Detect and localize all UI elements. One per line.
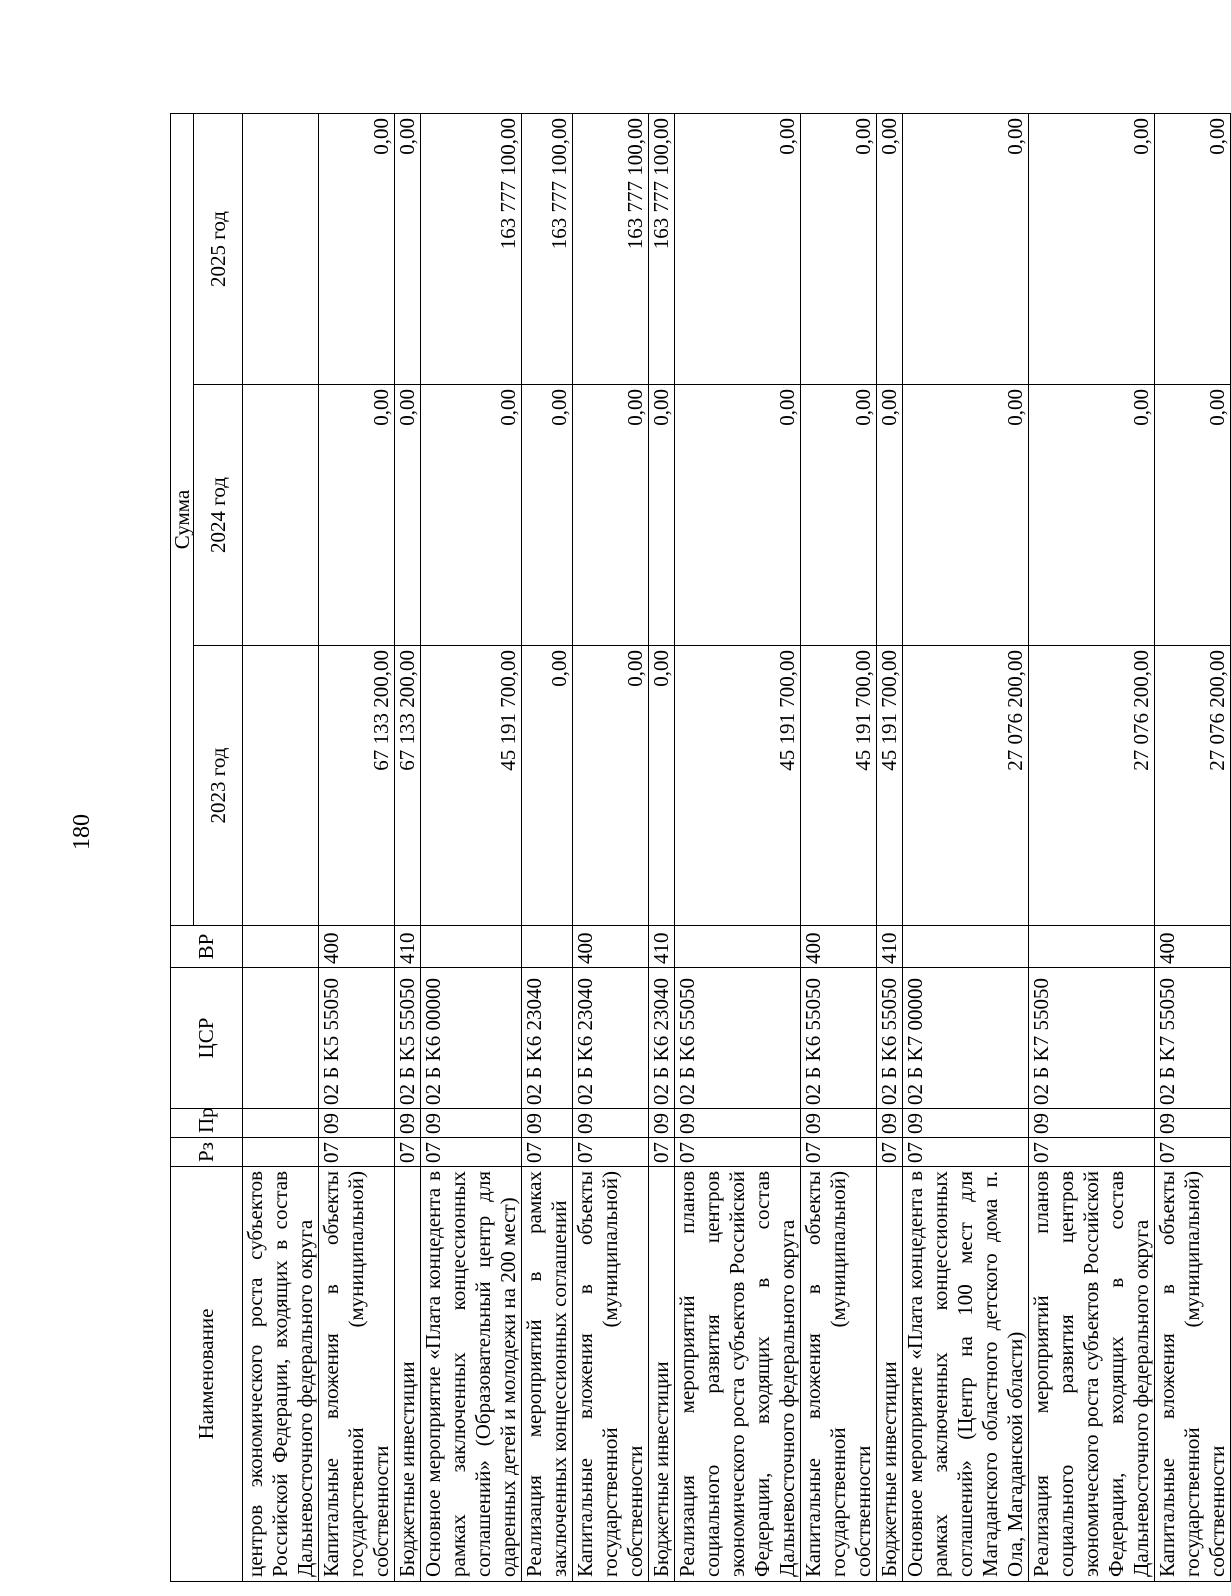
rotated-table-container: [170, 114, 1229, 1582]
csr-cell: 02 Б K7 00000: [903, 968, 1029, 1109]
table-row: [903, 114, 1029, 1582]
pr-cell: 09: [319, 1109, 395, 1138]
amount-2025-cell: 0,00: [395, 114, 421, 385]
rz-cell: 07: [801, 1138, 877, 1167]
table-row: [1155, 114, 1231, 1582]
amount-2024-cell: 0,00: [522, 385, 573, 646]
amount-2025-cell: 163 777 100,00: [573, 114, 649, 385]
header-rz: Рз: [171, 1138, 243, 1167]
rz-cell: 07: [903, 1138, 1029, 1167]
pr-cell: 09: [877, 1109, 903, 1138]
amount-2024-cell: [243, 385, 319, 646]
vr-cell: 400: [1155, 926, 1231, 968]
amount-2024-cell: 0,00: [319, 385, 395, 646]
header-sum: Сумма: [171, 114, 194, 926]
amount-2024-cell: 0,00: [573, 385, 649, 646]
table-row: [421, 114, 522, 1582]
vr-cell: 400: [573, 926, 649, 968]
amount-2023-cell: 0,00: [649, 646, 675, 926]
table-row: [649, 114, 675, 1582]
csr-cell: 02 Б K6 55050: [675, 968, 801, 1109]
amount-2025-cell: 163 777 100,00: [421, 114, 522, 385]
amount-2024-cell: 0,00: [801, 385, 877, 646]
amount-2023-cell: 0,00: [573, 646, 649, 926]
table-row: [1029, 114, 1155, 1582]
amount-2023-cell: 27 076 200,00: [1029, 646, 1155, 926]
pr-cell: 09: [522, 1109, 573, 1138]
csr-cell: 02 Б K6 00000: [421, 968, 522, 1109]
name-cell: Капитальные вложения в объекты государственной (муниципальной) собственности: [573, 1167, 649, 1582]
amount-2024-cell: 0,00: [1155, 385, 1231, 646]
name-cell: Капитальные вложения в объекты государственной (муниципальной) собственности: [1155, 1167, 1231, 1582]
amount-2024-cell: 0,00: [649, 385, 675, 646]
vr-cell: [1029, 926, 1155, 968]
header-pr: Пр: [171, 1109, 243, 1138]
rz-cell: 07: [649, 1138, 675, 1167]
header-2024: 2024 год: [194, 385, 243, 646]
name-cell: Реализация мероприятий планов социального развития центров экономического роста субъектов Российской Федерации, входящих в состав Дальневосточного федерального округа: [1029, 1167, 1155, 1582]
rz-cell: [243, 1138, 319, 1167]
vr-cell: 410: [877, 926, 903, 968]
pr-cell: 09: [395, 1109, 421, 1138]
name-cell: Основное мероприятие «Плата концедента в рамках заключенных концессионных соглашений» (Образовательный центр для одаренных детей и молодежи на 200 мест): [421, 1167, 522, 1582]
csr-cell: 02 Б K6 23040: [573, 968, 649, 1109]
rz-cell: 07: [522, 1138, 573, 1167]
pr-cell: 09: [1155, 1109, 1231, 1138]
amount-2025-cell: 163 777 100,00: [649, 114, 675, 385]
amount-2023-cell: [243, 646, 319, 926]
rz-cell: 07: [675, 1138, 801, 1167]
amount-2025-cell: 0,00: [1155, 114, 1231, 385]
pr-cell: 09: [421, 1109, 522, 1138]
vr-cell: 400: [801, 926, 877, 968]
vr-cell: [243, 926, 319, 968]
amount-2025-cell: 0,00: [801, 114, 877, 385]
amount-2023-cell: 27 076 200,00: [903, 646, 1029, 926]
csr-cell: 02 Б K5 55050: [395, 968, 421, 1109]
name-cell: Бюджетные инвестиции: [395, 1167, 421, 1582]
pr-cell: 09: [675, 1109, 801, 1138]
amount-2025-cell: 0,00: [903, 114, 1029, 385]
table-row: [243, 114, 319, 1582]
header-vr: ВР: [171, 926, 243, 968]
vr-cell: [903, 926, 1029, 968]
amount-2024-cell: 0,00: [877, 385, 903, 646]
rz-cell: 07: [319, 1138, 395, 1167]
rz-cell: 07: [573, 1138, 649, 1167]
table-row: [675, 114, 801, 1582]
vr-cell: [421, 926, 522, 968]
amount-2023-cell: 67 133 200,00: [319, 646, 395, 926]
vr-cell: 410: [649, 926, 675, 968]
vr-cell: [522, 926, 573, 968]
rz-cell: 07: [421, 1138, 522, 1167]
amount-2023-cell: 45 191 700,00: [675, 646, 801, 926]
pr-cell: 09: [801, 1109, 877, 1138]
table-row: [522, 114, 573, 1582]
name-cell: Бюджетные инвестиции: [877, 1167, 903, 1582]
header-row: [171, 114, 194, 1582]
amount-2025-cell: [243, 114, 319, 385]
pr-cell: [243, 1109, 319, 1138]
amount-2023-cell: 27 076 200,00: [1155, 646, 1231, 926]
table-row: [877, 114, 903, 1582]
rz-cell: 07: [1029, 1138, 1155, 1167]
rz-cell: 07: [877, 1138, 903, 1167]
name-cell: Капитальные вложения в объекты государственной (муниципальной) собственности: [319, 1167, 395, 1582]
amount-2024-cell: 0,00: [421, 385, 522, 646]
amount-2023-cell: 45 191 700,00: [801, 646, 877, 926]
amount-2024-cell: 0,00: [1029, 385, 1155, 646]
csr-cell: 02 Б K6 23040: [649, 968, 675, 1109]
pr-cell: 09: [649, 1109, 675, 1138]
header-2023: 2023 год: [194, 646, 243, 926]
amount-2024-cell: 0,00: [903, 385, 1029, 646]
vr-cell: [675, 926, 801, 968]
header-csr: ЦСР: [171, 968, 243, 1109]
name-cell: Основное мероприятие «Плата концедента в рамках заключенных концессионных соглашений» (Центр на 100 мест для Магаданского областного детского дома п. Ола, Магаданской области): [903, 1167, 1029, 1582]
rz-cell: 07: [395, 1138, 421, 1167]
amount-2024-cell: 0,00: [395, 385, 421, 646]
pr-cell: 09: [573, 1109, 649, 1138]
amount-2023-cell: 45 191 700,00: [877, 646, 903, 926]
header-name: Наименование: [171, 1167, 243, 1582]
amount-2025-cell: 163 777 100,00: [522, 114, 573, 385]
header-2025: 2025 год: [194, 114, 243, 385]
amount-2023-cell: 45 191 700,00: [421, 646, 522, 926]
amount-2025-cell: 0,00: [877, 114, 903, 385]
csr-cell: 02 Б K6 23040: [522, 968, 573, 1109]
table-row: [801, 114, 877, 1582]
rz-cell: 07: [1155, 1138, 1231, 1167]
name-cell: Капитальные вложения в объекты государственной (муниципальной) собственности: [801, 1167, 877, 1582]
name-cell: Бюджетные инвестиции: [649, 1167, 675, 1582]
amount-2023-cell: 67 133 200,00: [395, 646, 421, 926]
csr-cell: 02 Б K7 55050: [1155, 968, 1231, 1109]
csr-cell: 02 Б K5 55050: [319, 968, 395, 1109]
pr-cell: 09: [903, 1109, 1029, 1138]
amount-2023-cell: 0,00: [522, 646, 573, 926]
table-body: [243, 114, 1231, 1582]
vr-cell: 410: [395, 926, 421, 968]
amount-2024-cell: 0,00: [675, 385, 801, 646]
csr-cell: 02 Б K7 55050: [1029, 968, 1155, 1109]
page-number: 180: [69, 814, 95, 850]
table-row: [573, 114, 649, 1582]
pr-cell: 09: [1029, 1109, 1155, 1138]
csr-cell: 02 Б K6 55050: [801, 968, 877, 1109]
table-row: [395, 114, 421, 1582]
name-cell: центров экономического роста субъектов Российской Федерации, входящих в состав Дальневосточного федерального округа: [243, 1167, 319, 1582]
csr-cell: [243, 968, 319, 1109]
name-cell: Реализация мероприятий в рамках заключенных концессионных соглашений: [522, 1167, 573, 1582]
vr-cell: 400: [319, 926, 395, 968]
table-row: [319, 114, 395, 1582]
amount-2025-cell: 0,00: [319, 114, 395, 385]
amount-2025-cell: 0,00: [675, 114, 801, 385]
amount-2025-cell: 0,00: [1029, 114, 1155, 385]
csr-cell: 02 Б K6 55050: [877, 968, 903, 1109]
budget-table: [170, 113, 1231, 1582]
name-cell: Реализация мероприятий планов социального развития центров экономического роста субъектов Российской Федерации, входящих в состав Дальневосточного федерального округа: [675, 1167, 801, 1582]
